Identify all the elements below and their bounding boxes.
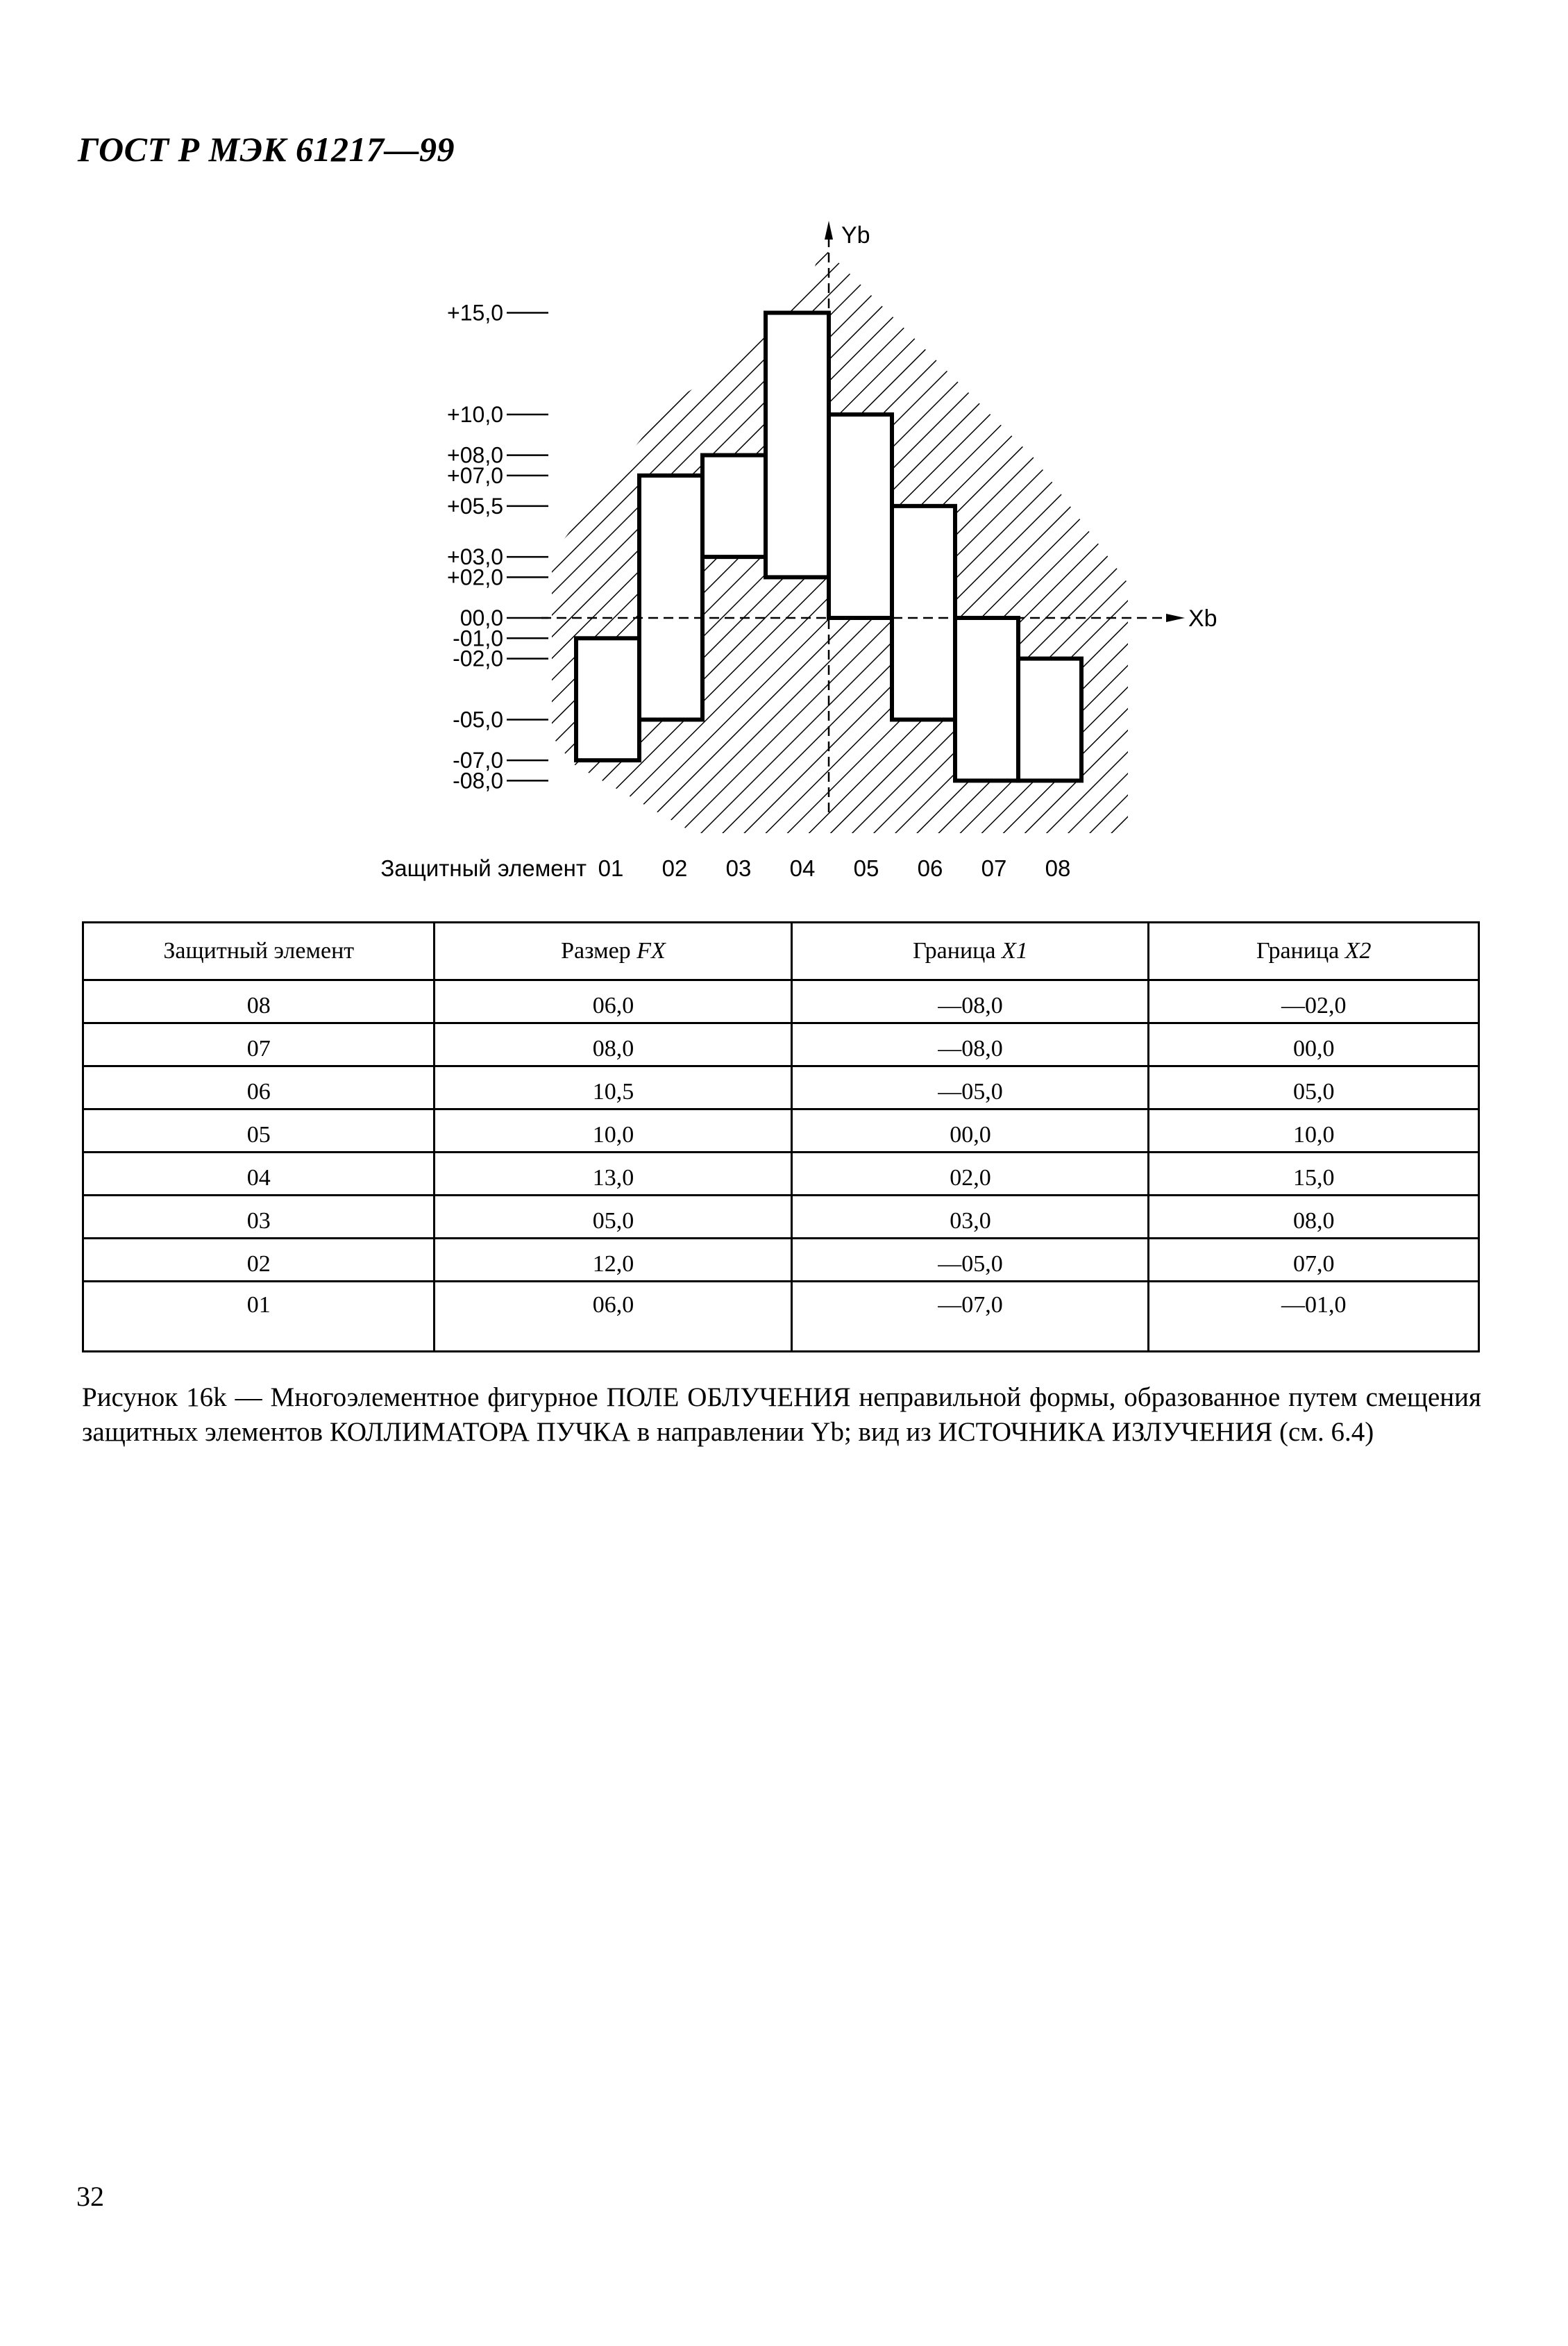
- y-tick-label: +03,0: [447, 544, 503, 570]
- element-label: 02: [661, 855, 688, 881]
- header-x1-text: Граница: [913, 938, 1002, 964]
- cell-size: 06,0: [435, 980, 792, 1023]
- y-tick-label: -01,0: [453, 626, 503, 651]
- element-label: 03: [725, 855, 752, 881]
- cell-x2: —01,0: [1149, 1282, 1479, 1352]
- cell-element: 07: [83, 1023, 435, 1066]
- cell-size: 10,0: [435, 1109, 792, 1153]
- cell-x2: 15,0: [1149, 1153, 1479, 1196]
- open-field-area: [829, 414, 892, 618]
- x-axis-label: Xb: [1188, 605, 1217, 632]
- y-tick-label: -02,0: [453, 646, 503, 671]
- y-tick-label: +05,5: [447, 493, 503, 519]
- open-field-area: [1018, 659, 1081, 781]
- open-field-area: [766, 313, 829, 578]
- element-label: 01: [598, 855, 624, 881]
- cell-x2: 10,0: [1149, 1109, 1479, 1153]
- open-field-area: [955, 618, 1018, 780]
- table-row: [83, 1239, 1479, 1282]
- cell-x1: —07,0: [792, 1282, 1149, 1352]
- y-tick-label: -07,0: [453, 748, 503, 773]
- y-tick-label: +02,0: [447, 564, 503, 590]
- cell-x1: 03,0: [792, 1196, 1149, 1239]
- cell-element: 06: [83, 1066, 435, 1109]
- cell-x2: —02,0: [1149, 980, 1479, 1023]
- collimator-figure: [0, 0, 1568, 903]
- header-size-symbol: FX: [637, 938, 666, 964]
- cell-x1: —08,0: [792, 1023, 1149, 1066]
- cell-x2: 00,0: [1149, 1023, 1479, 1066]
- x-axis-arrow: [1166, 614, 1185, 622]
- cell-x2: 07,0: [1149, 1239, 1479, 1282]
- page-number: 32: [76, 2181, 104, 2212]
- y-tick-label: +15,0: [447, 300, 503, 326]
- cell-element: 01: [83, 1282, 435, 1352]
- header-size-fx: [435, 923, 792, 980]
- table-row: [83, 980, 1479, 1023]
- table-row: [83, 1282, 1479, 1352]
- cell-size: 06,0: [435, 1282, 792, 1352]
- element-label: 06: [917, 855, 943, 881]
- cell-x1: —08,0: [792, 980, 1149, 1023]
- y-tick-label: +10,0: [447, 402, 503, 427]
- cell-size: 05,0: [435, 1196, 792, 1239]
- cell-x1: 00,0: [792, 1109, 1149, 1153]
- header-boundary-x1: [792, 923, 1149, 980]
- cell-element: 03: [83, 1196, 435, 1239]
- header-x1-symbol: X1: [1001, 938, 1028, 964]
- header-size-text: Размер: [561, 938, 637, 964]
- cell-x2: 05,0: [1149, 1066, 1479, 1109]
- table-row: [83, 1196, 1479, 1239]
- document-header: ГОСТ Р МЭК 61217—99: [78, 130, 455, 169]
- y-tick-label: -05,0: [453, 707, 503, 732]
- y-axis-label: Yb: [841, 222, 870, 249]
- cell-element: 08: [83, 980, 435, 1023]
- elements-table: [82, 921, 1480, 1352]
- cell-size: 13,0: [435, 1153, 792, 1196]
- table-row: [83, 1066, 1479, 1109]
- table-header-row: [83, 923, 1479, 980]
- y-axis-arrow: [825, 221, 833, 240]
- element-label: 05: [853, 855, 879, 881]
- y-tick-label: +07,0: [447, 462, 503, 488]
- element-axis-title: Защитный элемент: [380, 855, 587, 881]
- open-field-area: [639, 476, 702, 720]
- open-field-area: [892, 506, 955, 720]
- element-label: 04: [789, 855, 816, 881]
- cell-element: 05: [83, 1109, 435, 1153]
- cell-x2: 08,0: [1149, 1196, 1479, 1239]
- header-x2-text: Граница: [1256, 938, 1345, 964]
- cell-element: 02: [83, 1239, 435, 1282]
- table-row: [83, 1153, 1479, 1196]
- open-field-area: [576, 638, 639, 760]
- cell-size: 10,5: [435, 1066, 792, 1109]
- table-row: [83, 1023, 1479, 1066]
- header-boundary-x2: [1149, 923, 1479, 980]
- element-label: 08: [1045, 855, 1071, 881]
- y-tick-label: +08,0: [447, 442, 503, 468]
- cell-x1: —05,0: [792, 1239, 1149, 1282]
- cell-size: 08,0: [435, 1023, 792, 1066]
- cell-x1: —05,0: [792, 1066, 1149, 1109]
- header-element: Защитный элемент: [83, 923, 435, 980]
- cell-element: 04: [83, 1153, 435, 1196]
- figure-caption: Рисунок 16k — Многоэлементное фигурное ПОЛЕ ОБЛУЧЕНИЯ неправильной формы, образованное путем смещения защитных элементов КОЛЛИМАТОРА ПУЧКА в направлении Yb; вид из ИСТОЧНИКА ИЗЛУЧЕНИЯ (см. 6.4): [82, 1382, 1481, 1447]
- y-tick-label: -08,0: [453, 768, 503, 794]
- table-row: [83, 1109, 1479, 1153]
- open-field-area: [702, 455, 766, 558]
- cell-x1: 02,0: [792, 1153, 1149, 1196]
- cell-size: 12,0: [435, 1239, 792, 1282]
- y-tick-label: 00,0: [460, 605, 503, 630]
- element-label: 07: [981, 855, 1007, 881]
- header-x2-symbol: X2: [1344, 938, 1372, 964]
